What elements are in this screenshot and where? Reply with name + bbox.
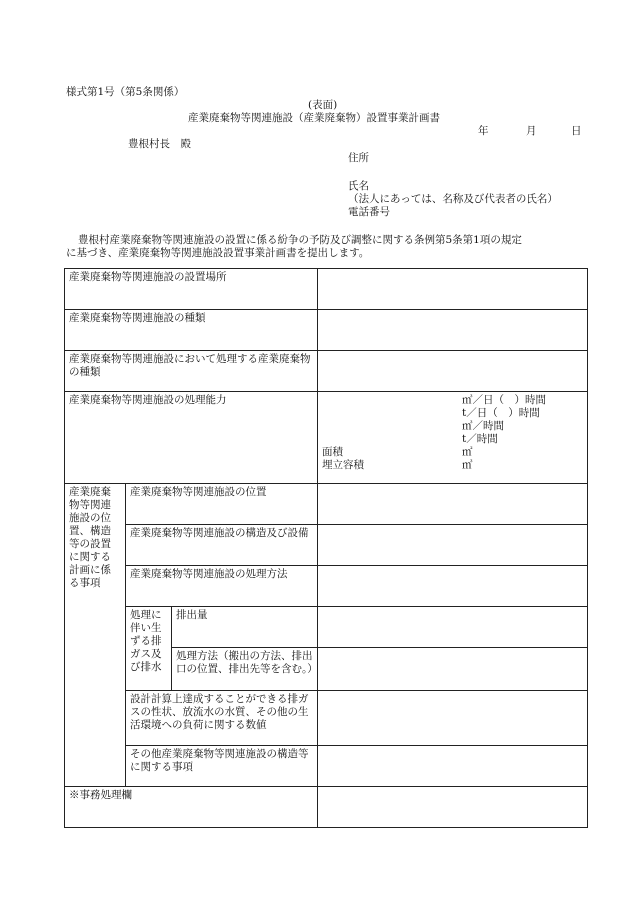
other-matters-label: その他産業廃棄物等関連施設の構造等に関する事項 — [126, 746, 318, 787]
plan-group-label: 産業廃棄物等関連施設の位置、構造等の設置に関する計画に係る事項 — [65, 484, 126, 787]
method-label: 産業廃棄物等関連施設の処理方法 — [126, 566, 318, 607]
intro-line-1: 豊根村産業廃棄物等関連施設の設置に係る紛争の予防及び調整に関する条例第5条第1項の規定 — [78, 234, 522, 246]
area-label: 面積 — [322, 446, 343, 458]
position-label: 産業廃棄物等関連施設の位置 — [126, 484, 318, 525]
exhaust-group-label: 処理に伴い生ずる排ガス及び排水 — [126, 607, 172, 691]
method-field[interactable] — [318, 566, 588, 607]
location-label: 産業廃棄物等関連施設の設置場所 — [65, 269, 318, 310]
structure-field[interactable] — [318, 525, 588, 566]
type-field[interactable] — [318, 310, 588, 351]
capacity-field[interactable] — [318, 392, 588, 484]
landfill-volume-unit: ㎥ — [462, 459, 473, 471]
waste-type-label: 産業廃棄物等関連施設において処理する産業廃棄物の種類 — [65, 351, 318, 392]
position-field[interactable] — [318, 484, 588, 525]
capacity-ton-per-hour: t／時間 — [462, 433, 498, 445]
discharge-amount-field[interactable] — [318, 607, 588, 648]
discharge-method-field[interactable] — [318, 648, 588, 691]
address-label: 住所 — [348, 152, 369, 164]
discharge-amount-label: 排出量 — [172, 607, 318, 648]
office-use-field[interactable] — [318, 787, 588, 828]
design-goal-label: 設計計算上達成することができる排ガスの性状、放流水の水質、その他の生活環境への負荷に関する数値 — [126, 691, 318, 746]
location-field[interactable] — [318, 269, 588, 310]
other-matters-field[interactable] — [318, 746, 588, 787]
area-unit: ㎡ — [462, 446, 473, 458]
structure-label: 産業廃棄物等関連施設の構造及び設備 — [126, 525, 318, 566]
intro-line-2: に基づき、産業廃棄物等関連施設設置事業計画書を提出します。 — [66, 247, 370, 259]
discharge-method-label: 処理方法（搬出の方法、排出口の位置、排出先等を含む。） — [172, 648, 318, 691]
name-label: 氏名 — [348, 180, 369, 192]
plan-form-table — [64, 268, 588, 828]
landfill-volume-label: 埋立容積 — [322, 459, 364, 471]
addressee: 豊根村長 殿 — [128, 138, 191, 150]
name-note: （法人にあっては、名称及び代表者の氏名） — [348, 193, 558, 205]
date-day: 日 — [571, 125, 582, 137]
design-goal-field[interactable] — [318, 691, 588, 746]
date-month: 月 — [526, 125, 537, 137]
form-number: 様式第1号（第5条関係） — [66, 86, 185, 98]
side-label: (表面) — [308, 99, 338, 111]
waste-type-field[interactable] — [318, 351, 588, 392]
capacity-cubic-per-hour: ㎥／時間 — [462, 420, 504, 432]
type-label: 産業廃棄物等関連施設の種類 — [65, 310, 318, 351]
phone-label: 電話番号 — [348, 206, 390, 218]
office-use-label: ※事務処理欄 — [65, 787, 318, 828]
date-year: 年 — [478, 125, 489, 137]
capacity-ton-per-day: t／日（ ）時間 — [462, 407, 540, 419]
document-title: 産業廃棄物等関連施設（産業廃棄物）設置事業計画書 — [188, 112, 440, 124]
capacity-cubic-per-day: ㎥／日（ ）時間 — [462, 394, 546, 406]
capacity-label: 産業廃棄物等関連施設の処理能力 — [65, 392, 318, 484]
